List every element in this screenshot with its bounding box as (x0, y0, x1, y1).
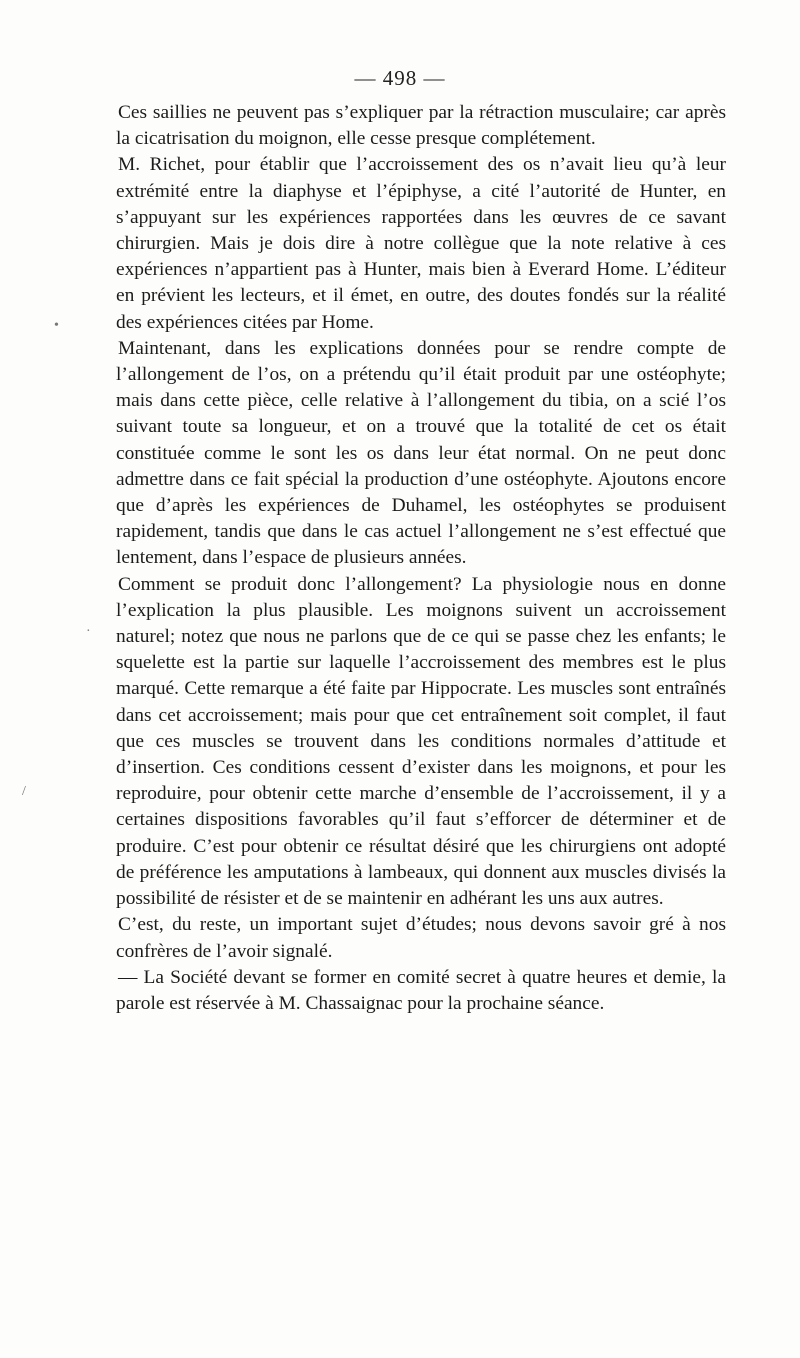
paragraph-6: — La Société devant se former en comité secret à quatre heures et demie, la parole est réservée à M. Chassaignac pour la prochaine séance. (116, 966, 726, 1014)
paragraph-2: M. Richet, pour établir que l’accroissement des os n’avait lieu qu’à leur extrémité entre la diaphyse et l’épiphyse, a cité l’autorité de Hunter, en s’appuyant sur les expériences rapportées dans les œuvres de ce savant chirurgien. Mais je dois dire à notre collègue que la note relative à ces expériences n’appartient pas à Hunter, mais bien à Everard Home. L’éditeur en prévient les lecteurs, et il émet, en outre, des doutes fondés sur la réalité des expériences citées par Home. (116, 154, 726, 333)
margin-speck: · (86, 624, 91, 639)
paragraph-1: Ces saillies ne peuvent pas s’expliquer par la rétraction musculaire; car après la cicatrisation du moignon, elle cesse presque complétement. (116, 102, 726, 150)
body-text (116, 100, 726, 1017)
paragraph-3: Maintenant, dans les explications données pour se rendre compte de l’allongement de l’os, on a prétendu qu’il était produit par une ostéophyte; mais dans cette pièce, celle relative à l’allongement du tibia, on a scié l’os suivant toute sa longueur, et on a trouvé que la totalité de cet os était constituée comme le sont les os dans leur état normal. On ne peut donc admettre dans ce fait spécial la production d’une ostéophyte. Ajoutons encore que d’après les expériences de Duhamel, les ostéophytes se produisent rapidement, tandis que dans le cas actuel l’allongement ne s’est effectué que lentement, dans l’espace de plusieurs années. (116, 337, 726, 569)
margin-speck: / (22, 784, 26, 799)
page-number: — 498 — (354, 66, 446, 90)
paragraph-5: C’est, du reste, un important sujet d’études; nous devons savoir gré à nos confrères de l’avoir signalé. (116, 914, 726, 962)
paragraph-4: Comment se produit donc l’allongement? La physiologie nous en donne l’explication la plus plausible. Les moignons suivent un accroissement naturel; notez que nous ne parlons que de ce qui se passe chez les enfants; le squelette est la partie sur laquelle l’accroissement des membres est le plus marqué. Cette remarque a été faite par Hippocrate. Les muscles sont entraînés dans cet accroissement; mais pour que cet entraînement soit complet, il faut que ces muscles se trouvent dans les conditions normales d’attitude et d’insertion. Ces conditions cessent d’exister dans les moignons, et pour les reproduire, pour obtenir cette marche d’ensemble de l’accroissement, il y a certaines dispositions favorables qu’il faut s’efforcer de déterminer et de produire. C’est pour obtenir ce résultat désiré que les chirurgiens ont adopté de préférence les amputations à lambeaux, qui donnent aux muscles divisés la possibilité de résister et de se maintenir en adhérant les uns aux autres. (116, 573, 726, 910)
margin-speck: • (54, 318, 59, 333)
